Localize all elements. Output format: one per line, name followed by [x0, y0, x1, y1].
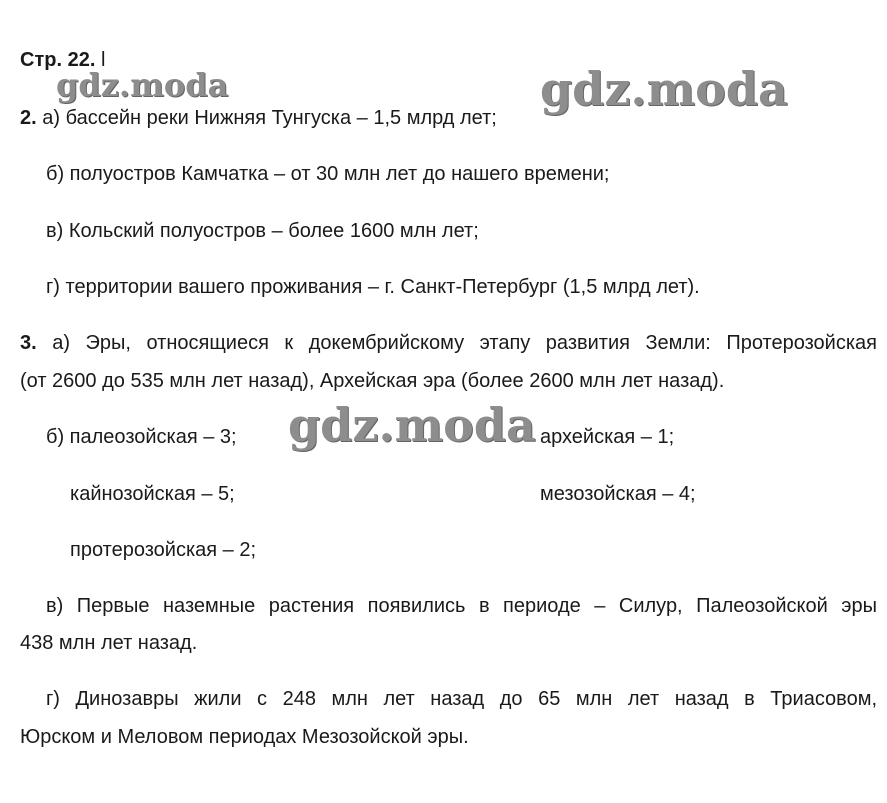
- task3-b-mesozoic: мезозойская – 4;: [540, 483, 696, 505]
- task2-number: 2.: [20, 107, 37, 129]
- watermark-large-mid: gdz.moda: [288, 398, 536, 452]
- task3-item-v-line2: 438 млн лет назад.: [20, 632, 198, 654]
- task2-item-v: в) Кольский полуостров – более 1600 млн лет;: [46, 220, 479, 242]
- watermark-small: gdz.moda: [56, 66, 229, 104]
- task2-item-b: б) полуостров Камчатка – от 30 млн лет до нашего времени;: [46, 163, 610, 185]
- task3-b-proterozoic: протерозойская – 2;: [70, 539, 257, 561]
- page-reference-mark: l: [100, 49, 106, 71]
- task3-item-a-line1: [20, 331, 877, 355]
- task3-item-a-line2: (от 2600 до 535 млн лет назад), Архейская эра (более 2600 млн лет назад).: [20, 370, 725, 392]
- task3-b-archean: архейская – 1;: [540, 426, 675, 448]
- task2-item-a-text: а) бассейн реки Нижняя Тунгуска – 1,5 млрд лет;: [42, 107, 497, 129]
- task3-b-paleozoic: б) палеозойская – 3;: [46, 426, 237, 448]
- watermark-large-top: gdz.moda: [540, 62, 788, 116]
- task3-number: 3.: [20, 332, 37, 354]
- task3-item-g-line1: г) Динозавры жили с 248 млн лет назад до 65 млн лет назад в Триасовом,: [46, 688, 877, 710]
- task3-item-g-line2: Юрском и Меловом периодах Мезозойской эры.: [20, 726, 469, 748]
- task3-item-a-text: а) Эры, относящиеся к докембрийскому этапу развития Земли: Протерозойская: [52, 332, 877, 354]
- task2-item-g: г) территории вашего проживания – г. Санкт-Петербург (1,5 млрд лет).: [46, 276, 700, 298]
- page-reference-label: Стр. 22.: [20, 49, 96, 71]
- task2-item-a: [20, 106, 497, 130]
- task3-b-cenozoic: кайнозойская – 5;: [70, 483, 235, 505]
- task3-item-v-line1: в) Первые наземные растения появились в периоде – Силур, Палеозойской эры: [46, 595, 877, 617]
